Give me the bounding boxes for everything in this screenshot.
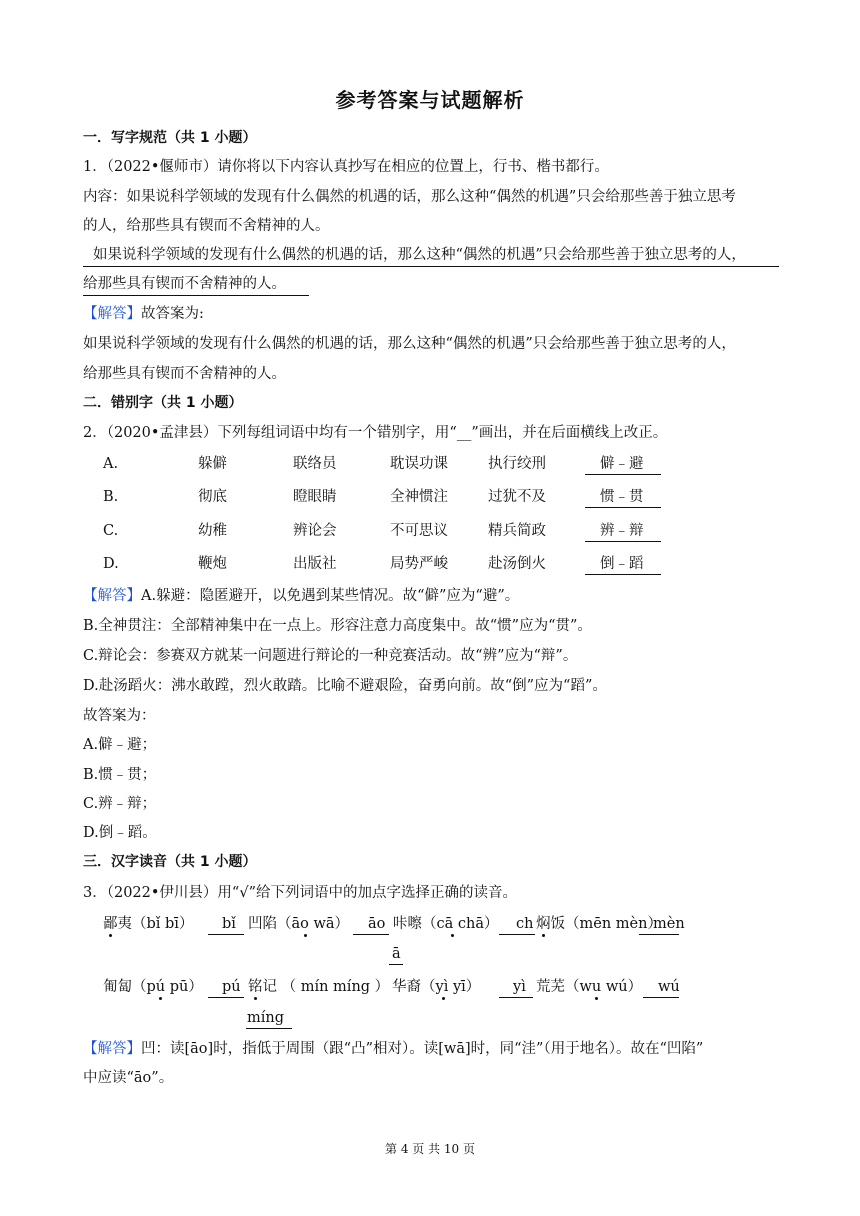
answer-blank: [208, 934, 244, 935]
pinyin-answer: wú: [658, 979, 680, 995]
correction: 倒﹣蹈: [600, 556, 644, 572]
dotted-char: 嚓（cā chā）: [407, 916, 499, 932]
pinyin-word: 华裔（yì yī）: [392, 979, 481, 995]
explain-b: B.全神贯注：全部精神集中在一点上。形容注意力高度集中。故“惯”应为“贯”。: [83, 618, 592, 634]
question-3: 3．（2022•伊川县）用“√”给下列词语中的加点字选择正确的读音。: [83, 885, 517, 901]
word-cell: 过犹不及: [488, 489, 546, 505]
word-cell: 不可思议: [390, 523, 448, 539]
pinyin-word: 匍匐（pú pū）: [103, 979, 203, 995]
word-cell: 鞭炮: [198, 556, 227, 572]
answer-blank: [208, 997, 244, 998]
answer-blank: [585, 474, 661, 475]
word-cell: 赴汤倒火: [488, 556, 546, 572]
answer-blank: [246, 1028, 292, 1029]
copy-underline-1: [83, 266, 779, 267]
dotted-char: 焖: [536, 916, 551, 932]
correction: 辨﹣辩: [600, 523, 644, 539]
word-cell: 耽误功课: [390, 456, 448, 472]
page-footer: 第 4 页 共 10 页: [385, 1142, 475, 1156]
explain-line-1: 凹：读[āo]时，指低于周围（跟“凸”相对）。读[wā]时，同“洼”（用于地名）。故在“凹陷”: [141, 1041, 704, 1057]
answer-blank: [499, 934, 535, 935]
copy-underline-2: [83, 295, 309, 296]
explain-c: C.辩论会：参赛双方就某一问题进行辩论的一种竞赛活动。故“辨”应为“辩”。: [83, 648, 578, 664]
question-1: 1．（2022•偃师市）请你将以下内容认真抄写在相应的位置上，行书、楷书都行。: [83, 159, 609, 175]
word-cell: 彻底: [198, 489, 227, 505]
pinyin-answer: āo: [368, 916, 386, 932]
answer-a: A.僻﹣避；: [83, 737, 157, 753]
word-cell: 局势严峻: [390, 556, 448, 572]
explain-a: A.躲避：隐匿避开，以免遇到某些情况。故“僻”应为“避”。: [141, 588, 520, 604]
pinyin-word: 荒芜（wu wú）: [536, 979, 643, 995]
answer-tag: 【解答】: [83, 1041, 141, 1057]
word-cell: 瞪眼睛: [293, 489, 337, 505]
word-cell: 辨论会: [293, 523, 337, 539]
word-cell: 幼稚: [198, 523, 227, 539]
dotted-char: 陷（āo wā）: [262, 916, 350, 932]
row-label: A.: [103, 456, 119, 472]
dotted-char: 鄙: [103, 916, 118, 932]
section-header-writing: 一．写字规范（共 1 小题）: [83, 130, 257, 146]
answer-blank: [499, 997, 533, 998]
pinyin-answer: ch: [516, 916, 534, 932]
word-cell: 出版社: [293, 556, 337, 572]
word-cell: 执行绞刑: [488, 456, 546, 472]
content-line-1: 内容：如果说科学领域的发现有什么偶然的机遇的话，那么这种“偶然的机遇”只会给那些善于独立思考: [83, 189, 736, 205]
pinyin-answer-wrap: ā: [392, 946, 401, 962]
correction: 僻﹣避: [600, 456, 644, 472]
copy-line-1: 如果说科学领域的发现有什么偶然的机遇的话，那么这种“偶然的机遇”只会给那些善于独立思考的人，: [93, 247, 746, 263]
copy-line-2: 给那些具有锲而不舍精神的人。: [83, 276, 286, 292]
page-title: 参考答案与试题解析: [335, 88, 525, 112]
answer-blank: [585, 541, 661, 542]
section-header-typos: 二．错别字（共 1 小题）: [83, 395, 243, 411]
answer-intro: 故答案为:: [141, 306, 204, 322]
dotted-char: 芜（wu wú）: [550, 979, 643, 995]
answer-blank: [585, 507, 661, 508]
pinyin-word: 焖饭（mēn mèn）: [536, 916, 662, 932]
question-2: 2．（2020•孟津县）下列每组词语中均有一个错别字，用“__”画出，并在后面横线上改正。: [83, 425, 668, 441]
answer-b: B.惯﹣贯；: [83, 767, 157, 783]
pinyin-answer: pú: [222, 979, 241, 995]
pinyin-word: 铭记 （ mín míng ）: [248, 979, 390, 995]
row-label: C.: [103, 523, 119, 539]
row-label: D.: [103, 556, 119, 572]
answer-tag: 【解答】: [83, 306, 141, 322]
explain-line-2: 中应读“āo”。: [83, 1070, 174, 1086]
pinyin-word: 凹陷（āo wā）: [248, 916, 350, 932]
pinyin-answer-wrap: míng: [247, 1010, 285, 1026]
answer-tag: 【解答】: [83, 588, 141, 604]
word-cell: 全神惯注: [390, 489, 448, 505]
explain-d: D.赴汤蹈火：沸水敢蹚，烈火敢踏。比喻不避艰险，奋勇向前。故“倒”应为“蹈”。: [83, 678, 607, 694]
word-cell: 躲僻: [198, 456, 227, 472]
pinyin-answer: mèn: [653, 916, 685, 932]
pinyin-answer: yì: [513, 979, 526, 995]
answer-blank: [353, 934, 389, 935]
answer-blank: [639, 934, 679, 935]
dotted-char: 铭: [248, 979, 263, 995]
pinyin-word: 鄙夷（bǐ bī）: [103, 916, 194, 932]
pinyin-answer: bǐ: [222, 916, 236, 932]
answer-blank: [643, 997, 679, 998]
answer-line-1: 如果说科学领域的发现有什么偶然的机遇的话，那么这种“偶然的机遇”只会给那些善于独立思考的人，: [83, 336, 736, 352]
answer-blank: [389, 964, 403, 965]
answer-intro: 故答案为：: [83, 708, 156, 724]
answer-line-2: 给那些具有锲而不舍精神的人。: [83, 366, 286, 382]
answer-blank: [585, 574, 661, 575]
answer-d: D.倒﹣蹈。: [83, 825, 157, 841]
dotted-char: 匐（pú pū）: [117, 979, 203, 995]
answer-c: C.辨﹣辩；: [83, 796, 157, 812]
correction: 惯﹣贯: [600, 489, 644, 505]
word-cell: 精兵简政: [488, 523, 546, 539]
pinyin-word: 咔嚓（cā chā）: [393, 916, 499, 932]
dotted-char: 裔（yì yī）: [406, 979, 481, 995]
row-label: B.: [103, 489, 119, 505]
word-cell: 联络员: [293, 456, 337, 472]
section-header-pronunciation: 三．汉字读音（共 1 小题）: [83, 854, 257, 870]
content-line-2: 的人，给那些具有锲而不舍精神的人。: [83, 218, 330, 234]
